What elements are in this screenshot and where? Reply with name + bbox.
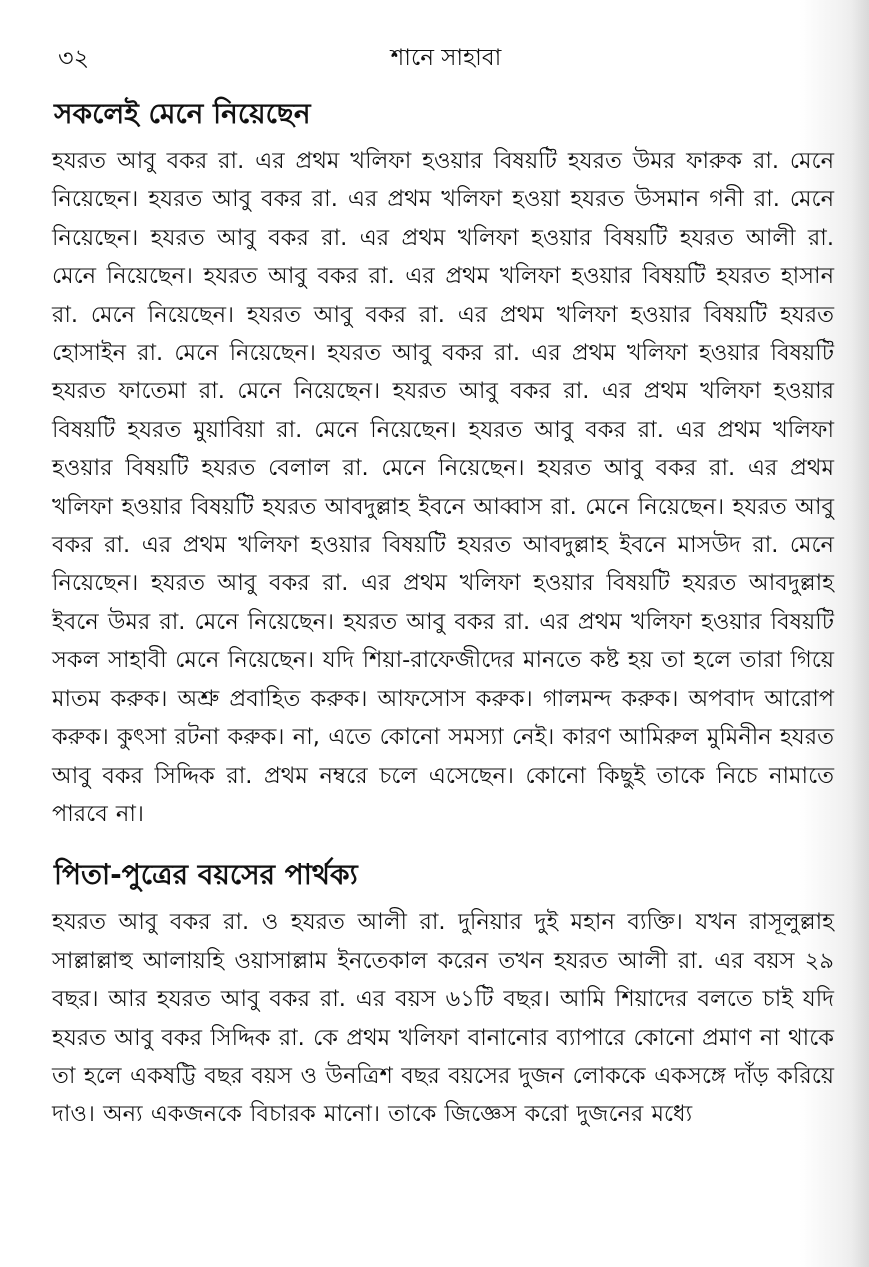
section-age-difference xyxy=(52,853,834,1133)
page-content xyxy=(52,92,834,1134)
page-number: ৩২ xyxy=(58,44,90,72)
section-everyone-accepted xyxy=(52,92,834,833)
page-edge-shadow xyxy=(851,0,869,1267)
section-heading: পিতা-পুত্রের বয়সের পার্থক্য xyxy=(54,858,358,892)
running-title: শানে সাহাবা xyxy=(390,45,502,71)
running-header xyxy=(58,38,834,78)
section-heading: সকলেই মেনে নিয়েছেন xyxy=(54,97,311,130)
section-paragraph: হযরত আবু বকর রা. এর প্রথম খলিফা হওয়ার বিষয়টি হযরত উমর ফারুক রা. মেনে নিয়েছেন। হযরত আবু বকর রা. এর প্রথম খলিফা হওয়া হযরত উসমান গনী রা. মেনে নিয়েছেন। হযরত আবু বকর রা. এর প্রথম খলিফা হওয়ার বিষয়টি হযরত আলী রা. মেনে নিয়েছেন। হযরত আবু বকর রা. এর প্রথম খলিফা হওয়ার বিষয়টি হযরত হাসান রা. মেনে নিয়েছেন। হযরত আবু বকর রা. এর প্রথম খলিফা হওয়ার বিষয়টি হযরত হোসাইন রা. মেনে নিয়েছেন। হযরত আবু বকর রা. এর প্রথম খলিফা হওয়ার বিষয়টি হযরত ফাতেমা রা. মেনে নিয়েছেন। হযরত আবু বকর রা. এর প্রথম খলিফা হওয়ার বিষয়টি হযরত মুয়াবিয়া রা. মেনে নিয়েছেন। হযরত আবু বকর রা. এর প্রথম খলিফা হওয়ার বিষয়টি হযরত বেলাল রা. মেনে নিয়েছেন। হযরত আবু বকর রা. এর প্রথম খলিফা হওয়ার বিষয়টি হযরত আবদুল্লাহ ইবনে আব্বাস রা. মেনে নিয়েছেন। হযরত আবু বকর রা. এর প্রথম খলিফা হওয়ার বিষয়টি হযরত আবদুল্লাহ ইবনে মাসউদ রা. মেনে নিয়েছেন। হযরত আবু বকর রা. এর প্রথম খলিফা হওয়ার বিষয়টি হযরত আবদুল্লাহ ইবনে উমর রা. মেনে নিয়েছেন। হযরত আবু বকর রা. এর প্রথম খলিফা হওয়ার বিষয়টি সকল সাহাবী মেনে নিয়েছেন। যদি শিয়া-রাফেজীদের মানতে কষ্ট হয় তা হলে তারা গিয়ে মাতম করুক। অশ্রু প্রবাহিত করুক। আফসোস করুক। গালমন্দ করুক। অপবাদ আরোপ করুক। কুৎসা রটনা করুক। না, এতে কোনো সমস্যা নেই। কারণ আমিরুল মুমিনীন হযরত আবু বকর সিদ্দিক রা. প্রথম নম্বরে চলে এসেছেন। কোনো কিছুই তাকে নিচে নামাতে পারবে না। xyxy=(52,148,834,827)
section-paragraph: হযরত আবু বকর রা. ও হযরত আলী রা. দুনিয়ার দুই মহান ব্যক্তি। যখন রাসূলুল্লাহ সাল্লাল্লাহু আলায়হি ওয়াসাল্লাম ইনতেকাল করেন তখন হযরত আলী রা. এর বয়স ২৯ বছর। আর হযরত আবু বকর রা. এর বয়স ৬১টি বছর। আমি শিয়াদের বলতে চাই যদি হযরত আবু বকর সিদ্দিক রা. কে প্রথম খলিফা বানানোর ব্যাপারে কোনো প্রমাণ না থাকে তা হলে একষট্টি বছর বয়স ও উনত্রিশ বছর বয়সের দুজন লোককে একসঙ্গে দাঁড় করিয়ে দাও। অন্য একজনকে বিচারক মানো। তাকে জিজ্ঞেস করো দুজনের মধ্যে xyxy=(52,909,834,1128)
